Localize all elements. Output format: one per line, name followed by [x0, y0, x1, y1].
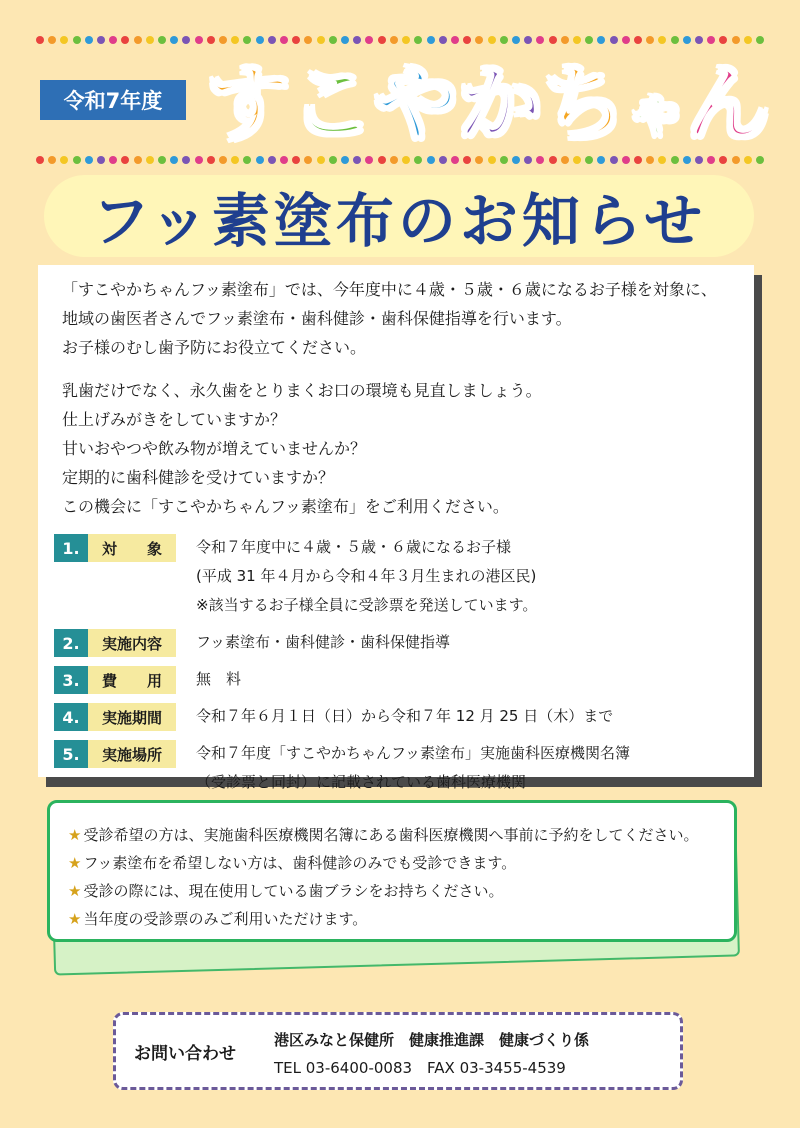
decorative-dot: [268, 36, 276, 44]
decorative-dot: [353, 36, 361, 44]
logo-character: ゃ: [626, 76, 687, 146]
decorative-dot: [170, 36, 178, 44]
decorative-dot: [158, 36, 166, 44]
logo-character: か: [458, 55, 543, 153]
decorative-dot: [378, 156, 386, 164]
decorative-dot: [756, 36, 764, 44]
logo-character: ん: [686, 55, 771, 153]
decorative-dot: [719, 156, 727, 164]
decorative-dot: [73, 36, 81, 44]
decorative-dot: [512, 156, 520, 164]
decorative-dot: [304, 156, 312, 164]
decorative-dot: [414, 36, 422, 44]
decorative-dot: [573, 156, 581, 164]
decorative-dot: [182, 36, 190, 44]
intro-line: 「すこやかちゃんフッ素塗布」では、今年度中に４歳・５歳・６歳になるお子様を対象に、: [62, 280, 717, 299]
detail-line: 無 料: [196, 670, 242, 688]
intro-line: 仕上げみがきをしていますか？: [62, 410, 287, 429]
decorative-dot: [512, 36, 520, 44]
intro-line: 乳歯だけでなく、永久歯をとりまくお口の環境も見直しましょう。: [62, 381, 542, 400]
detail-line: （受診票と同封）に記載されている歯科医療機関: [196, 773, 527, 791]
decorative-dot: [475, 156, 483, 164]
year-badge: 令和7年度: [40, 80, 186, 120]
decorative-dot: [329, 36, 337, 44]
logo-character: や: [374, 55, 459, 153]
decorative-dot: [219, 156, 227, 164]
decorative-dot: [683, 36, 691, 44]
decorative-dot: [488, 156, 496, 164]
detail-tag: [54, 629, 176, 657]
decorative-dot: [109, 156, 117, 164]
detail-line: フッ素塗布・歯科健診・歯科保健指導: [196, 633, 450, 651]
decorative-dot: [365, 156, 373, 164]
decorative-dot: [48, 156, 56, 164]
decorative-dot: [732, 156, 740, 164]
decorative-dot: [195, 36, 203, 44]
decorative-dot: [561, 156, 569, 164]
decorative-dot: [207, 156, 215, 164]
note-item: [68, 877, 734, 905]
notes-box: [47, 800, 737, 942]
decorative-dot: [597, 36, 605, 44]
decorative-dot: [732, 36, 740, 44]
decorative-dot: [744, 36, 752, 44]
decorative-dot: [610, 36, 618, 44]
decorative-dot: [585, 156, 593, 164]
detail-number: 5.: [54, 740, 88, 768]
decorative-dot: [427, 156, 435, 164]
decorative-dot: [549, 156, 557, 164]
decorative-dot: [671, 36, 679, 44]
detail-tag: [54, 534, 176, 562]
page-title: フッ素塗布のお知らせ: [91, 187, 707, 255]
note-text: 受診の際には、現在使用している歯ブラシをお持ちください。: [83, 882, 504, 900]
star-icon: ★: [68, 826, 82, 844]
decorative-dot: [256, 156, 264, 164]
decorative-dot: [207, 36, 215, 44]
detail-item: [54, 702, 742, 731]
decorative-dot: [292, 156, 300, 164]
decorative-dot: [170, 156, 178, 164]
decorative-dot: [121, 156, 129, 164]
decorative-dot: [146, 36, 154, 44]
decorative-dot: [573, 36, 581, 44]
detail-line: ※該当するお子様全員に受診票を発送しています。: [196, 596, 538, 614]
detail-item: [54, 533, 742, 620]
detail-item: [54, 739, 742, 797]
decorative-dot: [48, 36, 56, 44]
detail-body: [196, 702, 613, 731]
star-icon: ★: [68, 910, 82, 928]
decorative-dot: [268, 156, 276, 164]
decorative-dot: [622, 156, 630, 164]
decorative-dot: [97, 36, 105, 44]
decorative-dot: [85, 156, 93, 164]
decorative-dot: [634, 36, 642, 44]
detail-number: 2.: [54, 629, 88, 657]
star-icon: ★: [68, 882, 82, 900]
detail-tag: [54, 703, 176, 731]
decorative-dot: [85, 36, 93, 44]
note-item: [68, 849, 734, 877]
detail-label: 対 象: [88, 534, 176, 562]
detail-body: [196, 739, 630, 797]
detail-line: 令和７年６月１日（日）から令和７年 12 月 25 日（木）まで: [196, 707, 614, 725]
decorative-dot: [536, 36, 544, 44]
decorative-dot: [707, 156, 715, 164]
decorative-dot: [365, 36, 373, 44]
intro-line: 定期的に歯科健診を受けていますか？: [62, 468, 335, 487]
decorative-dot: [475, 36, 483, 44]
note-item: [68, 905, 734, 933]
decorative-dot: [280, 36, 288, 44]
star-icon: ★: [68, 854, 82, 872]
decorative-dot: [671, 156, 679, 164]
detail-line: 令和７年度中に４歳・５歳・６歳になるお子様: [196, 538, 512, 556]
decorative-dot: [683, 156, 691, 164]
decorative-dot: [439, 36, 447, 44]
detail-body: [196, 665, 241, 694]
decorative-dot-border-middle: [36, 156, 764, 166]
decorative-dot: [439, 156, 447, 164]
decorative-dot: [402, 156, 410, 164]
decorative-dot: [549, 36, 557, 44]
decorative-dot: [658, 156, 666, 164]
intro-line: 甘いおやつや飲み物が増えていませんか？: [62, 439, 367, 458]
decorative-dot: [317, 36, 325, 44]
decorative-dot: [622, 36, 630, 44]
detail-tag: [54, 666, 176, 694]
decorative-dot: [744, 156, 752, 164]
detail-number: 1.: [54, 534, 88, 562]
note-text: 当年度の受診票のみご利用いただけます。: [83, 910, 368, 928]
contact-box: [113, 1012, 683, 1090]
logo-character: こ: [290, 55, 375, 153]
decorative-dot: [36, 36, 44, 44]
decorative-dot: [158, 156, 166, 164]
decorative-dot: [597, 156, 605, 164]
logo-character: す: [206, 55, 291, 153]
detail-label: 実施場所: [88, 740, 176, 768]
detail-item: [54, 628, 742, 657]
decorative-dot: [695, 36, 703, 44]
details-list: [54, 533, 742, 797]
intro-paragraph-2: [62, 376, 742, 521]
decorative-dot: [134, 36, 142, 44]
decorative-dot: [658, 36, 666, 44]
decorative-dot: [695, 156, 703, 164]
decorative-dot: [219, 36, 227, 44]
main-info-card: [38, 265, 754, 791]
decorative-dot: [390, 156, 398, 164]
decorative-dot: [463, 36, 471, 44]
decorative-dot: [73, 156, 81, 164]
intro-line: 地域の歯医者さんでフッ素塗布・歯科健診・歯科保健指導を行います。: [62, 309, 572, 328]
decorative-dot: [390, 36, 398, 44]
detail-number: 4.: [54, 703, 88, 731]
decorative-dot: [243, 36, 251, 44]
decorative-dot: [36, 156, 44, 164]
decorative-dot: [256, 36, 264, 44]
decorative-dot: [463, 156, 471, 164]
intro-paragraph-1: [62, 275, 742, 362]
detail-number: 3.: [54, 666, 88, 694]
decorative-dot: [134, 156, 142, 164]
decorative-dot: [451, 36, 459, 44]
decorative-dot: [121, 36, 129, 44]
decorative-dot: [585, 36, 593, 44]
decorative-dot: [707, 36, 715, 44]
note-item: [68, 821, 734, 849]
decorative-dot: [427, 36, 435, 44]
decorative-dot: [402, 36, 410, 44]
intro-line: この機会に「すこやかちゃんフッ素塗布」をご利用ください。: [62, 497, 509, 516]
detail-label: 実施内容: [88, 629, 176, 657]
detail-item: [54, 665, 742, 694]
decorative-dot: [60, 156, 68, 164]
decorative-dot: [488, 36, 496, 44]
detail-tag: [54, 740, 176, 768]
decorative-dot: [146, 156, 154, 164]
detail-line: 令和７年度「すこやかちゃんフッ素塗布」実施歯科医療機関名簿: [196, 744, 630, 762]
decorative-dot: [646, 156, 654, 164]
decorative-dot-border-top: [36, 36, 764, 46]
decorative-dot: [378, 36, 386, 44]
decorative-dot: [280, 156, 288, 164]
decorative-dot: [719, 36, 727, 44]
intro-text: [62, 275, 742, 521]
decorative-dot: [634, 156, 642, 164]
decorative-dot: [646, 36, 654, 44]
contact-title: お問い合わせ: [134, 1044, 236, 1064]
intro-line: お子様のむし歯予防にお役立てください。: [62, 338, 367, 357]
detail-label: 実施期間: [88, 703, 176, 731]
decorative-dot: [756, 156, 764, 164]
detail-line: (平成 31 年４月から令和４年３月生まれの港区民): [196, 567, 537, 585]
decorative-dot: [610, 156, 618, 164]
decorative-dot: [451, 156, 459, 164]
note-text: フッ素塗布を希望しない方は、歯科健診のみでも受診できます。: [83, 854, 517, 872]
decorative-dot: [536, 156, 544, 164]
decorative-dot: [414, 156, 422, 164]
decorative-dot: [317, 156, 325, 164]
decorative-dot: [524, 36, 532, 44]
decorative-dot: [231, 36, 239, 44]
note-text: 受診希望の方は、実施歯科医療機関名簿にある歯科医療機関へ事前に予約をしてください。: [83, 826, 699, 844]
sukoyaka-chan-logo: [206, 52, 770, 152]
decorative-dot: [500, 36, 508, 44]
decorative-dot: [60, 36, 68, 44]
decorative-dot: [304, 36, 312, 44]
decorative-dot: [353, 156, 361, 164]
decorative-dot: [292, 36, 300, 44]
decorative-dot: [329, 156, 337, 164]
decorative-dot: [182, 156, 190, 164]
decorative-dot: [561, 36, 569, 44]
detail-body: [196, 628, 450, 657]
detail-label: 費 用: [88, 666, 176, 694]
decorative-dot: [231, 156, 239, 164]
decorative-dot: [341, 36, 349, 44]
contact-phone-fax: TEL 03-6400-0083 FAX 03-3455-4539: [274, 1059, 566, 1077]
detail-body: [196, 533, 537, 620]
decorative-dot: [243, 156, 251, 164]
logo-character: ち: [542, 55, 627, 153]
decorative-dot: [97, 156, 105, 164]
decorative-dot: [500, 156, 508, 164]
contact-organization: 港区みなと保健所 健康推進課 健康づくり係: [274, 1031, 590, 1049]
decorative-dot: [195, 156, 203, 164]
decorative-dot: [524, 156, 532, 164]
decorative-dot: [109, 36, 117, 44]
decorative-dot: [341, 156, 349, 164]
